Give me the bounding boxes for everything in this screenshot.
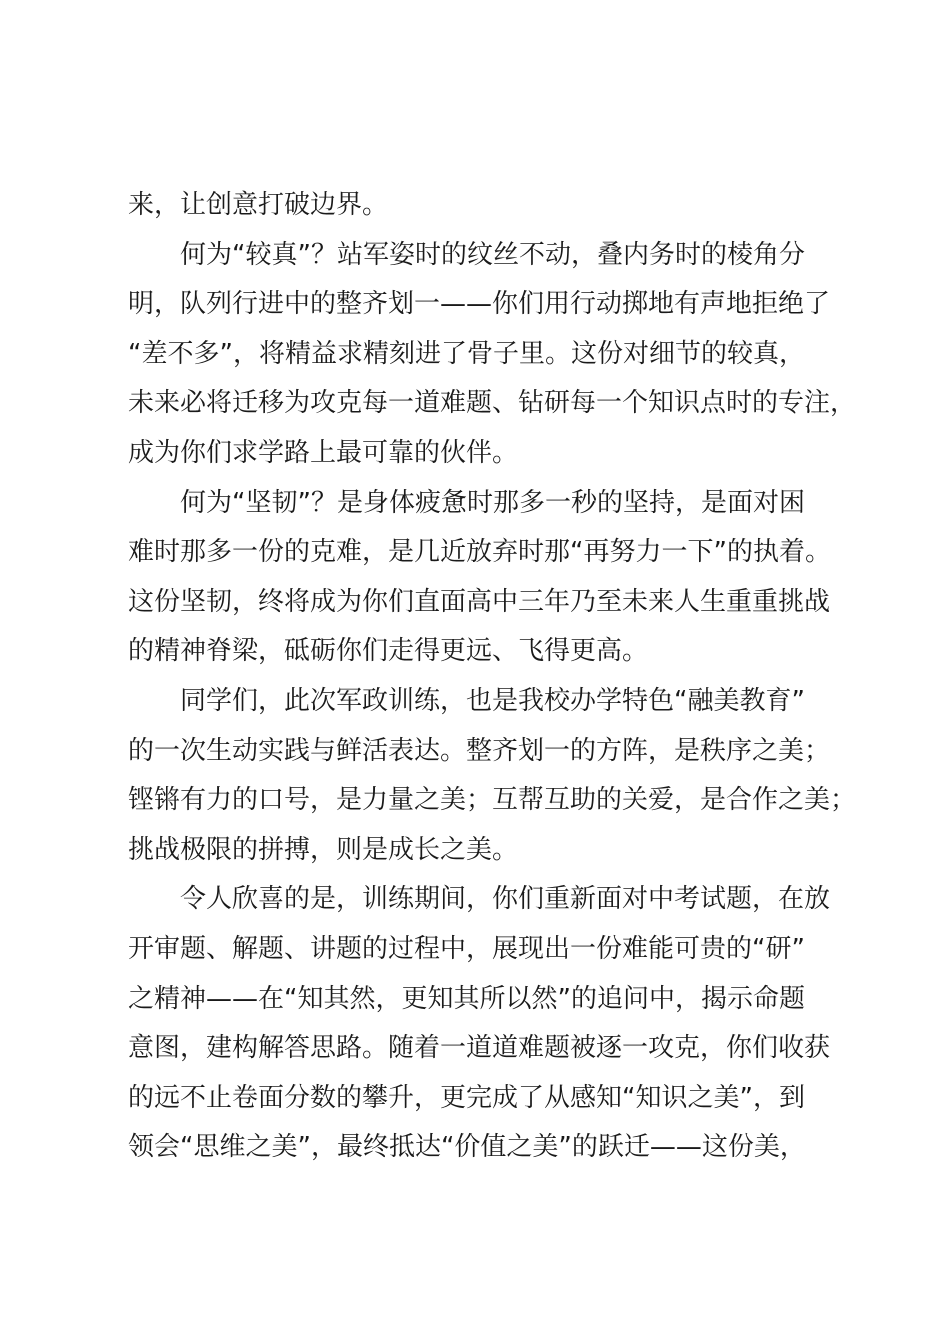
text-line: 未来必将迁移为攻克每一道难题、钻研每一个知识点时的专注， [128, 388, 857, 419]
text-line: 同学们，此次军政训练，也是我校办学特色“融美教育” [180, 685, 805, 716]
text-line: 何为“较真”？站军姿时的纹丝不动，叠内务时的棱角分 [180, 239, 805, 270]
text-line: “差不多”，将精益求精刻进了骨子里。这份对细节的较真， [128, 338, 805, 369]
text-line: 这份坚韧，终将成为你们直面高中三年乃至未来人生重重挑战 [128, 586, 831, 617]
text-line: 明，队列行进中的整齐划一——你们用行动掷地有声地拒绝了 [128, 289, 831, 320]
text-line: 何为“坚韧”？是身体疲惫时那多一秒的坚持，是面对困 [180, 487, 805, 518]
text-line: 的一次生动实践与鲜活表达。整齐划一的方阵，是秩序之美； [128, 735, 831, 766]
text-line: 的远不止卷面分数的攀升，更完成了从感知“知识之美”，到 [128, 1082, 805, 1113]
text-line: 令人欣喜的是，训练期间，你们重新面对中考试题，在放 [180, 884, 831, 915]
text-line: 来，让创意打破边界。 [128, 190, 389, 220]
text-line: 挑战极限的拼搏，则是成长之美。 [128, 834, 519, 865]
text-line: 领会“思维之美”，最终抵达“价值之美”的跃迁——这份美， [128, 1132, 806, 1163]
text-line: 之精神——在“知其然，更知其所以然”的追问中，揭示命题 [128, 983, 805, 1014]
text-line: 开审题、解题、讲题的过程中，展现出一份难能可贵的“研” [128, 933, 805, 964]
text-line: 难时那多一份的克难，是几近放弃时那“再努力一下”的执着。 [128, 537, 831, 568]
text-line: 意图，建构解答思路。随着一道道难题被逐一攻克，你们收获 [128, 1033, 831, 1064]
text-line: 的精神脊梁，砥砺你们走得更远、飞得更高。 [128, 636, 649, 667]
text-line: 铿锵有力的口号，是力量之美；互帮互助的关爱，是合作之美； [128, 785, 857, 816]
document-body [128, 181, 858, 1173]
text-line: 成为你们求学路上最可靠的伙伴。 [128, 437, 519, 468]
